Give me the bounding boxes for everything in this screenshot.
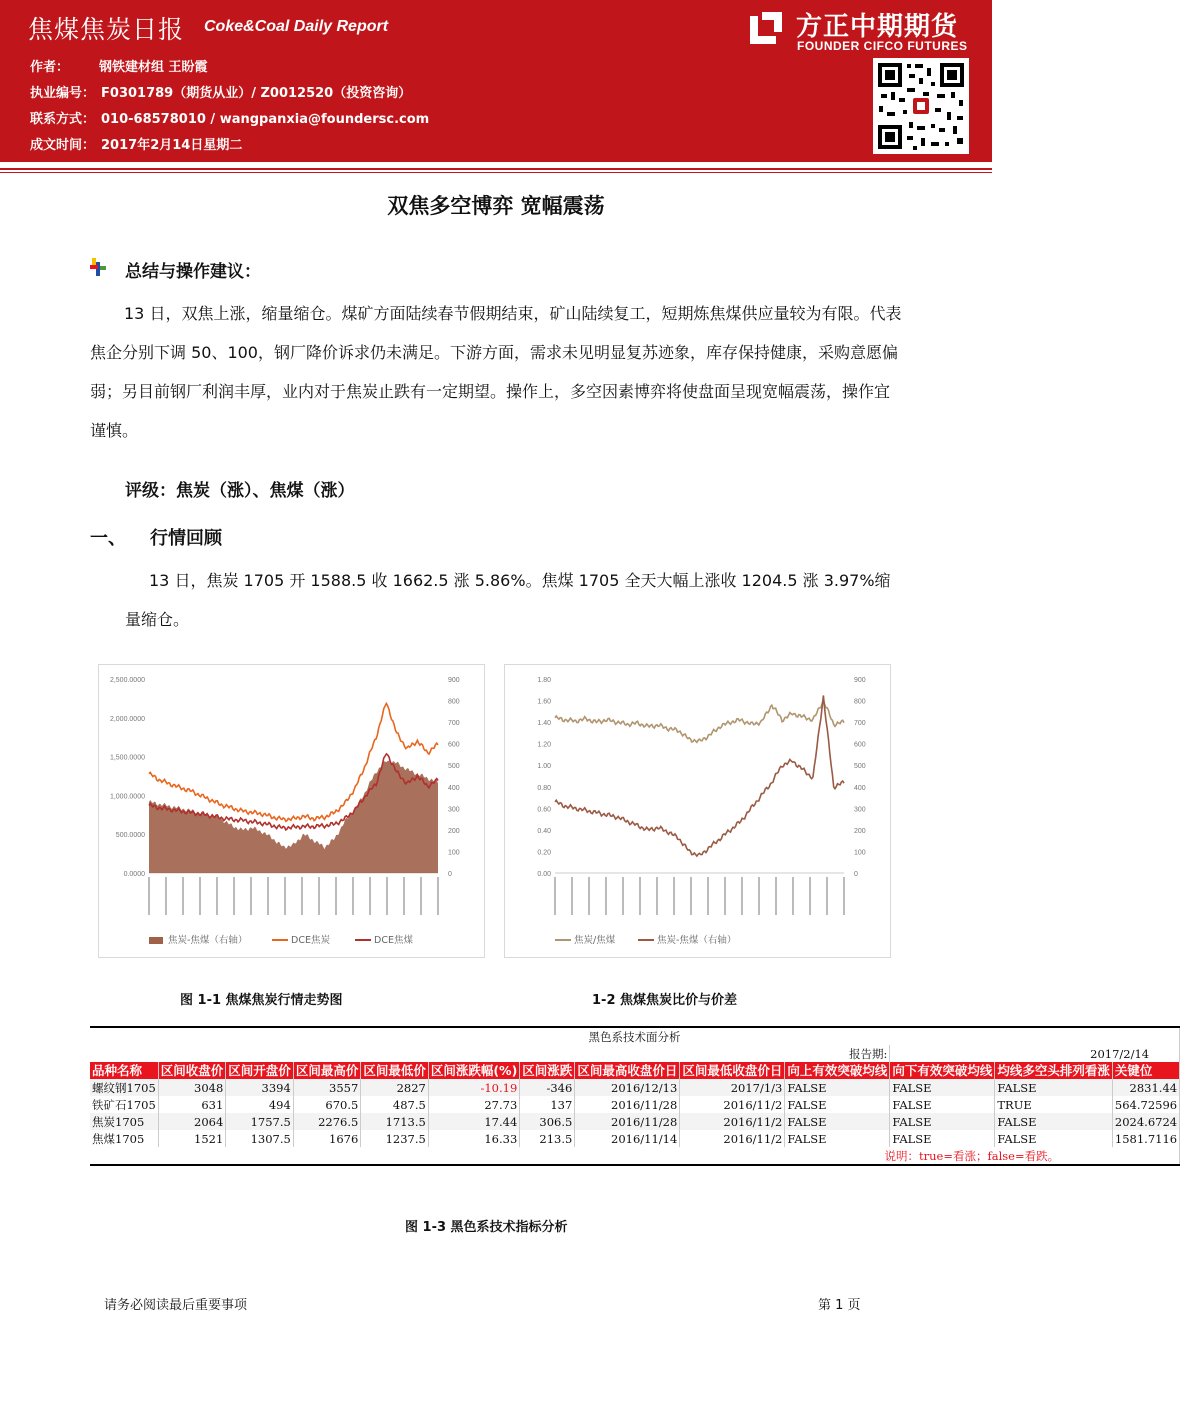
legend-label: 焦炭-焦煤（右轴） [168,935,248,946]
x-tick-label [605,877,607,915]
y-right-tick-label: 900 [854,677,866,684]
table-cell: 306.5 [520,1113,575,1130]
col-header: 区间最低收盘价日 [680,1062,785,1079]
date-line [30,134,242,153]
table-cell: FALSE [890,1130,995,1147]
date-value: 2017年2月14日星期二 [101,138,243,153]
y-left-tick-label: 1.80 [537,677,551,684]
table-row [90,1096,1180,1113]
table-cell: 2016/11/28 [575,1113,680,1130]
y-right-tick-label: 700 [854,720,866,728]
y-right-tick-label: 500 [854,763,866,771]
table-cell: 1307.5 [226,1130,294,1147]
table-cell: 3048 [158,1079,226,1096]
x-tick-label [741,877,743,915]
table-cell: FALSE [995,1130,1113,1147]
table-cell: FALSE [785,1079,890,1096]
table-note: 说明：true=看涨；false=看跌。 [90,1147,1180,1165]
x-tick-label [588,877,590,915]
table-cell: -10.19 [428,1079,519,1096]
chart-price-trend [99,665,484,957]
y-right-tick-label: 600 [448,741,460,749]
x-tick-label [284,877,286,915]
x-tick-label [267,877,269,915]
table-cell: 564.72596 [1112,1096,1179,1113]
report-period-label: 报告期: [90,1045,890,1062]
x-tick-label [403,877,405,915]
x-tick-label [673,877,675,915]
table-cell: 487.5 [361,1096,429,1113]
x-tick-label [386,877,388,915]
author-value: 钢铁建材组 王盼霞 [99,60,208,75]
col-header: 向上有效突破均线 [785,1062,890,1079]
chart-2-frame [504,664,891,958]
table-row [90,1079,1180,1096]
y-right-tick-label: 800 [448,698,460,706]
table-cell: 27.73 [428,1096,519,1113]
license-value: F0301789（期货从业）/ Z0012520（投资咨询） [101,86,412,101]
table-title: 黑色系技术面分析 [90,1027,1180,1045]
table-cell: 1757.5 [226,1113,294,1130]
y-right-tick-label: 900 [448,677,460,684]
table-cell: 494 [226,1096,294,1113]
x-tick-label [809,877,811,915]
y-right-tick-label: 0 [448,871,452,878]
x-tick-label [843,877,845,915]
x-tick-label [199,877,201,915]
table-cell: 螺纹钢1705 [90,1079,158,1096]
y-right-tick-label: 200 [854,827,866,835]
table-cell: 2016/11/2 [680,1113,785,1130]
table-cell: FALSE [785,1130,890,1147]
legend-label: 焦炭/焦煤 [574,935,616,946]
header-divider-thin [0,172,992,173]
brand-name-en: FOUNDER CIFCO FUTURES [797,39,968,53]
x-tick-label [335,877,337,915]
table-cell: 铁矿石1705 [90,1096,158,1113]
x-tick-label [758,877,760,915]
author-label: 作者： [30,60,70,75]
table-cell: 2831.44 [1112,1079,1179,1096]
table-cell: 2017/1/3 [680,1079,785,1096]
x-tick-label [571,877,573,915]
x-tick-label [639,877,641,915]
table-cell: 焦炭1705 [90,1113,158,1130]
rating-line: 评级：焦炭（涨）、焦煤（涨） [125,481,355,501]
x-tick-label [792,877,794,915]
table-cell: 2016/11/14 [575,1130,680,1147]
y-left-tick-label: 1.20 [537,741,551,749]
table-cell: -346 [520,1079,575,1096]
table-cell: 2016/11/2 [680,1096,785,1113]
header-divider [0,168,992,170]
legend-label: DCE焦炭 [291,935,330,946]
col-header: 区间最低价 [361,1062,429,1079]
table-cell: FALSE [785,1113,890,1130]
y-left-tick-label: 1,500.0000 [109,754,145,762]
table-cell: FALSE [785,1096,890,1113]
table-cell: 焦煤1705 [90,1130,158,1147]
legend-label: 焦炭-焦煤（右轴） [657,935,737,946]
y-right-tick-label: 500 [448,763,460,771]
y-left-tick-label: 2,500.0000 [109,677,145,684]
x-tick-label [233,877,235,915]
report-title-en: Coke&Coal Daily Report [204,18,389,35]
col-header: 区间涨跌幅(%) [428,1062,519,1079]
section-title: 行情回顾 [150,528,222,549]
col-header: 区间最高收盘价日 [575,1062,680,1079]
license-label: 执业编号： [30,86,96,101]
table-cell: 2016/11/28 [575,1096,680,1113]
col-header: 均线多空头排列看涨 [995,1062,1113,1079]
y-right-tick-label: 400 [854,784,866,792]
table-cell: 3394 [226,1079,294,1096]
y-left-tick-label: 1.40 [537,720,551,728]
x-tick-label [250,877,252,915]
y-right-tick-label: 200 [448,827,460,835]
table-cell: FALSE [995,1079,1113,1096]
table-cell: 2016/11/2 [680,1130,785,1147]
col-header: 区间最高价 [293,1062,361,1079]
table-cell: 2827 [361,1079,429,1096]
table-cell: 17.44 [428,1113,519,1130]
contact-value: 010-68578010 / wangpanxia@foundersc.com [101,112,430,127]
y-left-tick-label: 0.20 [537,849,551,857]
x-tick-label [301,877,303,915]
page-number: 第 1 页 [818,1298,861,1313]
table-cell: 1581.7116 [1112,1130,1179,1147]
x-tick-label [690,877,692,915]
market-review-text: 13 日，焦炭 1705 开 1588.5 收 1662.5 涨 5.86%。焦煤 1705 全天大幅上涨收 1204.5 涨 3.97%缩量缩仓。 [125,571,891,629]
x-tick-label [724,877,726,915]
table-caption: 图 1-3 黑色系技术指标分析 [405,1220,568,1235]
y-right-tick-label: 100 [448,849,460,857]
x-tick-label [437,877,439,915]
x-tick-label [554,877,556,915]
x-tick-label [622,877,624,915]
col-header: 品种名称 [90,1062,158,1079]
y-right-tick-label: 400 [448,784,460,792]
y-left-tick-label: 500.0000 [115,832,145,840]
y-right-tick-label: 700 [448,720,460,728]
x-tick-label [775,877,777,915]
table-cell: 213.5 [520,1130,575,1147]
summary-text: 13 日，双焦上涨，缩量缩仓。煤矿方面陆续春节假期结束，矿山陆续复工，短期炼焦煤供应量较为有限。代表焦企分别下调 50、100，钢厂降价诉求仍未满足。下游方面，需求未见明显复苏迹象，库存保持健康，采购意愿偏弱；另目前钢厂利润丰厚，业内对于焦炭止跌有一定期望。操作上，多空因素博弈将使盘面呈现宽幅震荡，操作宜谨慎。 [90,304,902,440]
x-tick-label [656,877,658,915]
contact-label: 联系方式： [30,112,96,127]
x-tick-label [420,877,422,915]
col-header: 区间开盘价 [226,1062,294,1079]
table-cell: FALSE [890,1079,995,1096]
report-period-date: 2017/2/14 [890,1045,1180,1062]
date-label: 成文时间： [30,138,96,153]
bullet-icon [90,258,108,276]
table-cell: 16.33 [428,1130,519,1147]
table-cell: 670.5 [293,1096,361,1113]
table-cell: 631 [158,1096,226,1113]
table-cell: 1676 [293,1130,361,1147]
table-header-row [90,1062,1180,1079]
table-cell: 137 [520,1096,575,1113]
y-left-tick-label: 1.60 [537,698,551,706]
table-cell: 1237.5 [361,1130,429,1147]
report-header [0,0,992,162]
table-row [90,1130,1180,1147]
y-right-tick-label: 100 [854,849,866,857]
x-tick-label [707,877,709,915]
y-right-tick-label: 800 [854,698,866,706]
section-number: 一、 [90,528,126,549]
x-tick-label [826,877,828,915]
y-left-tick-label: 1,000.0000 [109,793,145,801]
y-right-tick-label: 300 [448,806,460,814]
table-cell: FALSE [995,1113,1113,1130]
table-cell: FALSE [890,1096,995,1113]
table-cell: TRUE [995,1096,1113,1113]
col-header: 区间收盘价 [158,1062,226,1079]
y-right-tick-label: 0 [854,871,858,878]
col-header: 区间涨跌 [520,1062,575,1079]
y-right-tick-label: 300 [854,806,866,814]
summary-heading: 总结与操作建议： [125,262,261,282]
license-line [30,82,411,101]
table-cell: 2276.5 [293,1113,361,1130]
report-title-cn: 焦煤焦炭日报 [28,15,185,44]
x-tick-label [216,877,218,915]
chart-1-caption: 图 1-1 焦煤焦炭行情走势图 [180,993,343,1008]
x-tick-label [165,877,167,915]
table-row [90,1113,1180,1130]
x-tick-label [182,877,184,915]
tech-analysis-table [90,1026,1180,1166]
y-left-tick-label: 0.80 [537,784,551,792]
x-tick-label [369,877,371,915]
table-cell: 2064 [158,1113,226,1130]
legend-swatch [149,937,163,944]
document-title: 双焦多空博弈 宽幅震荡 [387,194,605,218]
contact-line [30,108,429,127]
footer-disclaimer: 请务必阅读最后重要事项 [104,1298,248,1313]
founder-logo-icon [746,8,786,48]
y-left-tick-label: 0.60 [537,806,551,814]
table-cell: 1521 [158,1130,226,1147]
qr-code [873,58,969,154]
legend-label: DCE焦煤 [374,935,413,946]
y-left-tick-label: 0.00 [537,871,551,878]
y-right-tick-label: 600 [854,741,866,749]
y-left-tick-label: 0.40 [537,827,551,835]
table-cell: FALSE [890,1113,995,1130]
x-tick-label [148,877,150,915]
table-cell: 2024.6724 [1112,1113,1179,1130]
table-cell: 2016/12/13 [575,1079,680,1096]
chart-ratio-spread [505,665,890,957]
x-tick-label [318,877,320,915]
series-line [555,700,844,743]
col-header: 向下有效突破均线 [890,1062,995,1079]
chart-1-frame [98,664,485,958]
table-cell: 1713.5 [361,1113,429,1130]
qr-code-icon [873,58,969,154]
col-header: 关键位 [1112,1062,1179,1079]
author-line [30,56,208,75]
y-left-tick-label: 0.0000 [123,871,145,878]
y-left-tick-label: 2,000.0000 [109,715,145,723]
table-cell: 3557 [293,1079,361,1096]
chart-2-caption: 1-2 焦煤焦炭比价与价差 [592,993,738,1008]
brand-name-cn: 方正中期期货 [796,12,959,42]
y-left-tick-label: 1.00 [537,763,551,771]
x-tick-label [352,877,354,915]
